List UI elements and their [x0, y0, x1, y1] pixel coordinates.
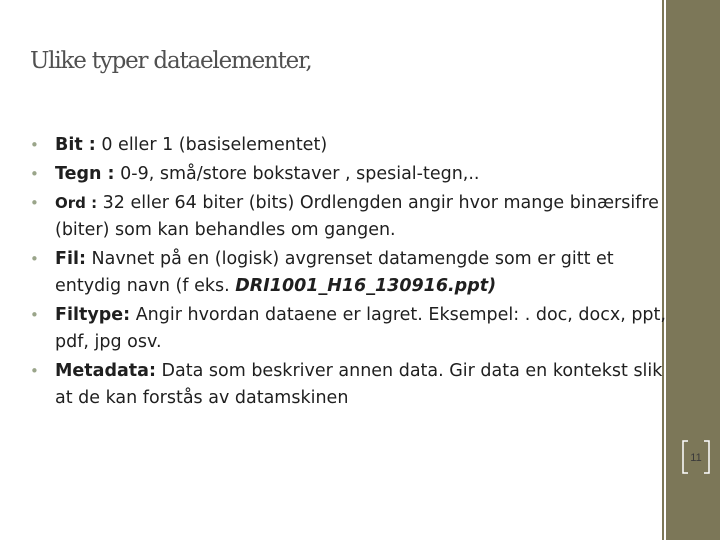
item-text: 0-9, små/store bokstaver , spesial-tegn,.. [114, 164, 480, 184]
item-label: Filtype: [55, 305, 131, 325]
item-label: Fil: [55, 249, 86, 269]
item-emphasis: DRI1001_H16_130916.ppt) [235, 276, 497, 296]
bullet-icon: • [30, 136, 39, 154]
item-label: Ord : [55, 194, 98, 212]
bullet-icon: • [30, 306, 39, 324]
list-item-ord [30, 190, 666, 244]
bullet-icon: • [30, 362, 39, 380]
list-item-bit [30, 132, 666, 159]
list-item-metadata [30, 358, 666, 412]
item-label: Tegn : [55, 164, 115, 184]
page-number: 11 [690, 452, 702, 464]
item-label: Bit : [55, 135, 96, 155]
list-item-fil [30, 246, 666, 300]
item-text: Angir hvordan dataene er lagret. Eksempel: . doc, docx, ppt, pdf, jpg osv. [55, 305, 666, 352]
bullet-icon: • [30, 194, 39, 212]
slide-title: Ulike typer dataelementer, [30, 48, 312, 74]
bullet-list [30, 132, 666, 414]
item-text: 0 eller 1 (basiselementet) [95, 135, 328, 155]
item-text: Navnet på en (logisk) avgrenset datamengde som er gitt et entydig navn (f eks. [55, 249, 614, 296]
item-text: Data som beskriver annen data. Gir data en kontekst slik at de kan forstås av datamskinen [55, 361, 663, 408]
list-item-filtype [30, 302, 666, 356]
bullet-icon: • [30, 250, 39, 268]
item-text: 32 eller 64 biter (bits) Ordlengden angir hvor mange binærsifre (biter) som kan behandles om gangen. [55, 193, 659, 240]
item-label: Metadata: [55, 361, 156, 381]
list-item-tegn [30, 161, 666, 188]
bullet-icon: • [30, 165, 39, 183]
